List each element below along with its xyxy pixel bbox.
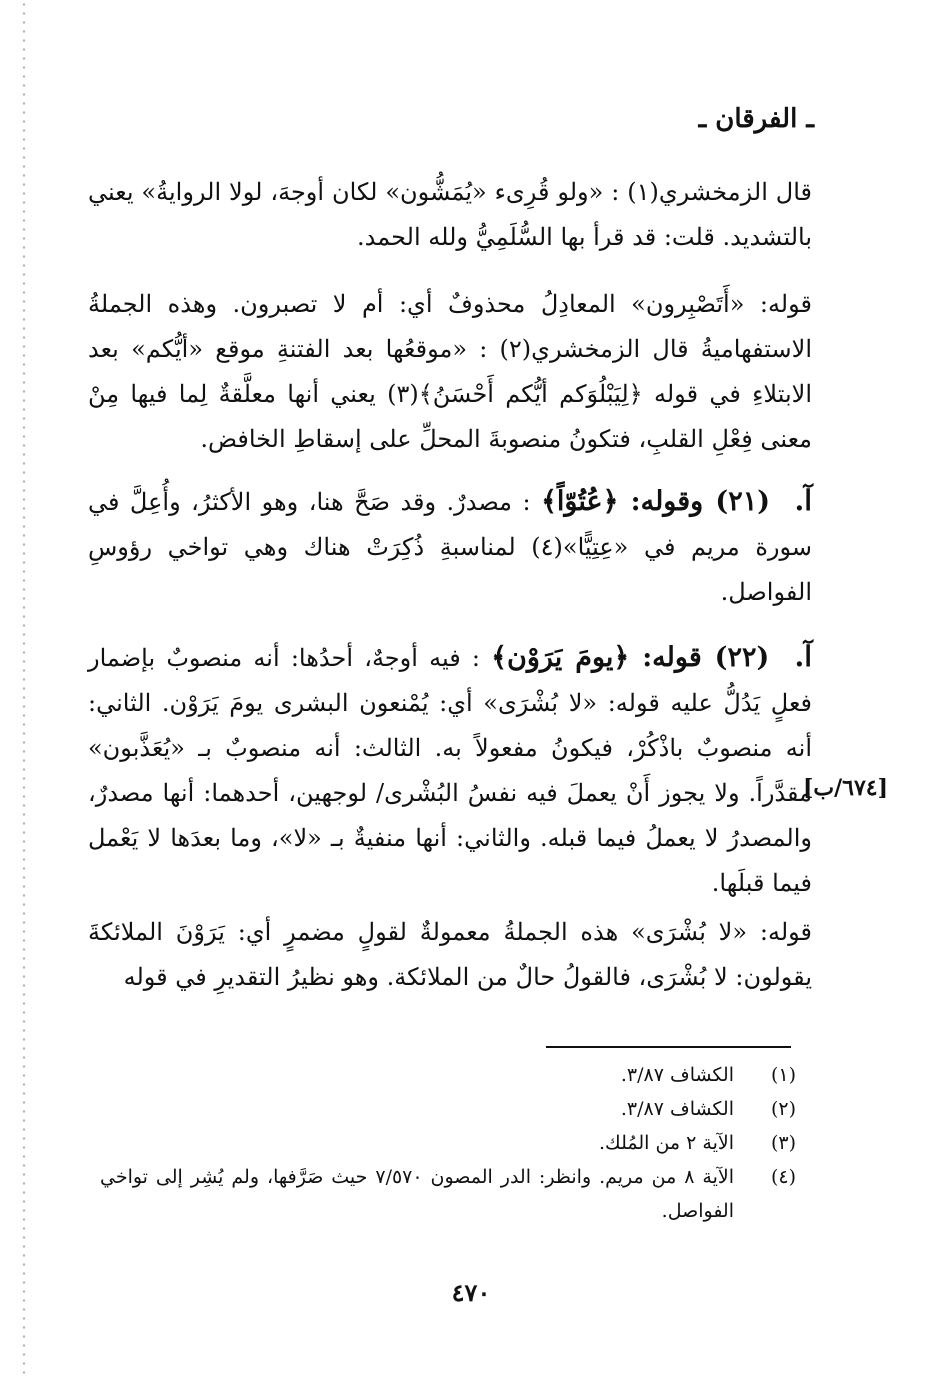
section-marker: آ. — [794, 640, 812, 673]
footnote-number: (٣) — [770, 1132, 796, 1154]
running-header: ـ الفرقان ـ — [698, 104, 814, 134]
paragraph-verse-22 — [88, 634, 812, 906]
footnote-item — [100, 1092, 796, 1126]
footnote-item — [100, 1126, 796, 1160]
footnote-text: الآية ٢ من المُلك. — [599, 1132, 734, 1154]
paragraph-5: قوله: «لا بُشْرَى» هذه الجملةُ معمولةٌ لقولٍ مضمرٍ أي: يَرَوْنَ الملائكةَ يقولون: لا بُشْرَى، فالقولُ حالٌ من الملائكة. وهو نظيرُ التقديرِ في قوله — [88, 918, 812, 991]
footnote-text: الآية ٨ من مريم. وانظر: الدر المصون ٧/٥٧٠ حيث صَرَّفها، ولم يُشِر إلى تواخي الفواصل. — [100, 1166, 734, 1222]
footnote-text: الكشاف ٣/٨٧. — [620, 1098, 734, 1120]
verse-heading: (٢١) وقوله: ﴿عُتُوّاً﴾ — [541, 486, 770, 517]
footnote-item — [100, 1160, 796, 1228]
paragraph-1: قال الزمخشري(١) : «ولو قُرِىء «يُمَشُّون» لكان أوجهَ، لولا الروايةُ» يعني بالتشديد. قلت: قد قرأ بها السُّلَمِيُّ ولله الحمد. — [88, 178, 812, 251]
manuscript-folio-note: [٦٧٤/ب] — [803, 775, 889, 801]
section-marker: آ. — [794, 484, 812, 517]
verse-commentary: : مصدرٌ. وقد صَحَّ هنا، وهو الأكثرُ، وأُعِلَّ في سورة مريم في «عِتِيًّا»(٤) لمناسبةِ ذُكِرَتْ هناك وهي تواخي رؤوسِ الفواصل. — [88, 488, 812, 606]
binding-dots — [22, 0, 26, 1377]
footnotes — [100, 1058, 796, 1228]
footnote-number: (١) — [770, 1064, 796, 1086]
footnote-item — [100, 1058, 796, 1092]
paragraph-verse-21 — [88, 478, 812, 615]
footnote-divider — [546, 1046, 791, 1048]
verse-heading: (٢٢) قوله: ﴿يومَ يَرَوْن﴾ — [491, 642, 770, 673]
verse-commentary: : فيه أوجهٌ، أحدُها: أنه منصوبٌ بإضمار فعلٍ يَدُلُّ عليه قوله: «لا بُشْرَى» أي: يُمْنعون البشرى يومَ يَرَوْن. الثاني: أنه منصوبٌ باذْكُرْ، فيكونُ مفعولاً به. الثالث: أنه منصوبٌ بـ «يُعَذَّبون» مقدَّراً. ولا يجوز أَنْ يعملَ فيه نفسُ البُشْرى/ لوجهين، أحدهما: أنها مصدرٌ، والمصدرُ لا يعملُ فيما قبله. والثاني: أنها منفيةٌ بـ «لا»، وما بعدَها لا يَعْمل فيما قبلَها. — [88, 644, 812, 897]
paragraph-2: قوله: «أَتَصْبِرون» المعادِلُ محذوفٌ أي: أم لا تصبرون. وهذه الجملةُ الاستفهاميةُ قال الزمخشري(٢) : «موقعُها بعد الفتنةِ موقع «أيُّكم» بعد الابتلاءِ في قوله ﴿لِيَبْلُوَكم أيُّكم أَحْسَنُ﴾(٣) يعني أنها معلَّقةٌ لِما فيها مِنْ معنى فِعْلِ القلبِ، فتكونُ منصوبةَ المحلِّ على إسقاطِ الخافض. — [88, 290, 813, 453]
footnote-number: (٤) — [770, 1166, 796, 1188]
footnote-number: (٢) — [770, 1098, 796, 1120]
page-number: ٤٧٠ — [451, 1278, 491, 1307]
footnote-text: الكشاف ٣/٨٧. — [620, 1064, 734, 1086]
